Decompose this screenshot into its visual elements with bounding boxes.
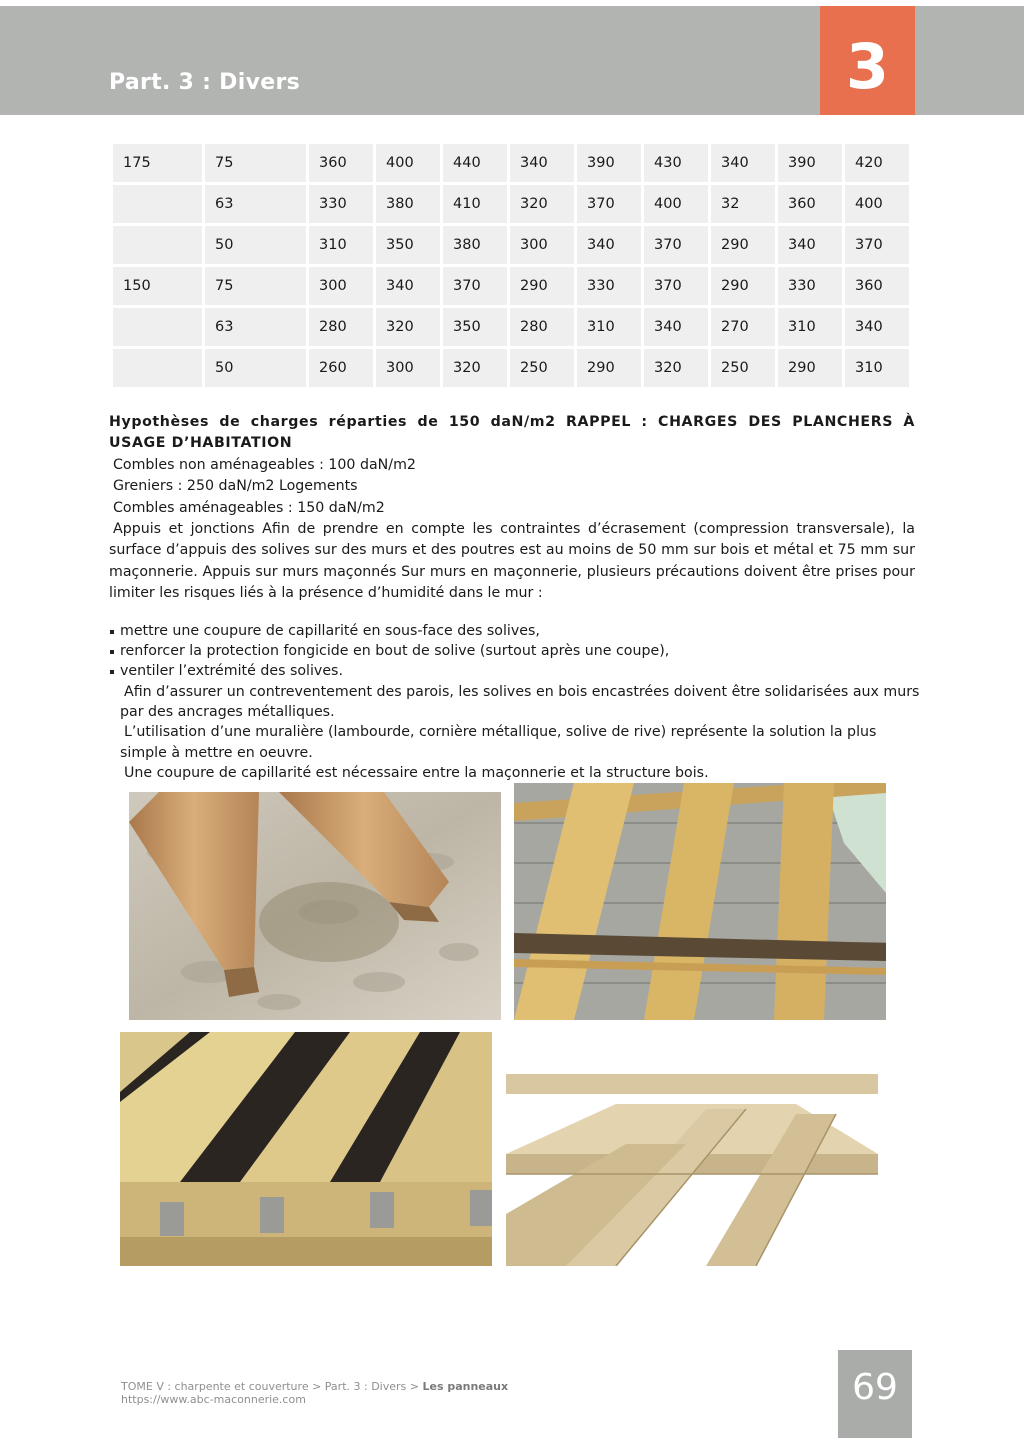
table-cell-depth: 175 [113, 144, 202, 182]
table-cell-value: 340 [510, 144, 574, 182]
table-cell-value: 350 [443, 308, 507, 346]
table-cell-value: 270 [711, 308, 775, 346]
table-cell-value: 320 [376, 308, 440, 346]
table-cell-value: 260 [309, 349, 373, 387]
table-cell-value: 310 [845, 349, 909, 387]
capillary-paragraph: Une coupure de capillarité est nécessaire entre la maçonnerie et la structure bois. [124, 764, 709, 781]
table-cell-width: 50 [205, 226, 306, 264]
table-cell-value: 410 [443, 185, 507, 223]
table-cell-value: 320 [443, 349, 507, 387]
table-cell-value: 370 [577, 185, 641, 223]
table-cell-value: 250 [510, 349, 574, 387]
table-row [113, 185, 909, 223]
table-cell-depth [113, 226, 202, 264]
table-cell-value: 370 [644, 226, 708, 264]
list-item: mettre une coupure de capillarité en sous-face des solives, [109, 621, 915, 641]
page-number: 69 [838, 1350, 912, 1438]
table-cell-value: 310 [309, 226, 373, 264]
table-cell-depth [113, 308, 202, 346]
table-row [113, 308, 909, 346]
table-cell-value: 290 [577, 349, 641, 387]
bracing-paragraph: Afin d’assurer un contreventement des parois, les solives en bois encastrées doivent être solidarisées aux murs par des ancrages métalliques. [120, 684, 920, 721]
table-cell-value: 280 [309, 308, 373, 346]
load-line-lofts: Greniers : 250 daN/m2 Logements [113, 478, 358, 495]
table-cell-depth [113, 349, 202, 387]
table-cell-value: 380 [376, 185, 440, 223]
table-cell-value: 290 [510, 267, 574, 305]
table-cell-width: 75 [205, 267, 306, 305]
table-cell-value: 400 [376, 144, 440, 182]
footer-url: https://www.abc-maconnerie.com [121, 1393, 306, 1406]
bracing-paragraphs [120, 682, 920, 783]
table-row [113, 144, 909, 182]
load-table [110, 141, 912, 390]
ledger-paragraph: L’utilisation d’une muralière (lambourde, cornière métallique, solive de rive) représente la solution la plus simple à mettre en oeuvre. [120, 724, 877, 761]
photo-joist-hangers [120, 1032, 492, 1266]
table-cell-value: 380 [443, 226, 507, 264]
table-cell-value: 340 [644, 308, 708, 346]
table-cell-value: 300 [510, 226, 574, 264]
footer-breadcrumb: TOME V : charpente et couverture > Part. 3 : Divers > [121, 1380, 423, 1393]
table-cell-value: 370 [644, 267, 708, 305]
table-cell-value: 360 [845, 267, 909, 305]
hypothesis-heading: Hypothèses de charges réparties de 150 daN/m2 RAPPEL : CHARGES DES PLANCHERS À USAGE D’HABITATION [109, 414, 915, 452]
load-line-attic: Combles non aménageables : 100 daN/m2 [113, 456, 416, 473]
table-cell-value: 320 [510, 185, 574, 223]
table-cell-value: 300 [376, 349, 440, 387]
table-cell-value: 32 [711, 185, 775, 223]
text-content [109, 412, 915, 605]
table-cell-value: 350 [376, 226, 440, 264]
photo-joists-stone-wall [129, 792, 501, 1020]
table-cell-value: 370 [443, 267, 507, 305]
table-cell-value: 330 [577, 267, 641, 305]
footer-breadcrumb-current: Les panneaux [422, 1380, 509, 1393]
table-cell-value: 400 [845, 185, 909, 223]
page-title: Part. 3 : Divers [109, 70, 300, 95]
table-row [113, 349, 909, 387]
table-cell-value: 420 [845, 144, 909, 182]
list-item: ventiler l’extrémité des solives. [109, 661, 915, 681]
table-cell-value: 440 [443, 144, 507, 182]
table-row [113, 267, 909, 305]
table-cell-value: 360 [778, 185, 842, 223]
table-cell-depth [113, 185, 202, 223]
table-row [113, 226, 909, 264]
table-cell-value: 250 [711, 349, 775, 387]
precautions-list [109, 621, 915, 682]
photo-joist-grid-render [506, 1034, 878, 1266]
supports-paragraph: Appuis et jonctions Afin de prendre en compte les contraintes d’écrasement (compression transversale), la surface d’appuis des solives sur des murs et des poutres est au moins de 50 mm sur bois et métal et 75 mm sur maçonnerie. Appuis sur murs maçonnés Sur murs en maçonnerie, plusieurs précautions doivent être prises pour limiter les risques liés à la présence d’humidité dans le mur : [109, 521, 915, 602]
table-cell-value: 330 [309, 185, 373, 223]
table-cell-value: 320 [644, 349, 708, 387]
table-cell-width: 75 [205, 144, 306, 182]
table-cell-value: 280 [510, 308, 574, 346]
chapter-number-badge: 3 [820, 6, 915, 115]
table-cell-value: 340 [778, 226, 842, 264]
table-cell-width: 50 [205, 349, 306, 387]
table-cell-value: 390 [577, 144, 641, 182]
table-cell-value: 390 [778, 144, 842, 182]
table-cell-value: 330 [778, 267, 842, 305]
photo-joists-block-wall [514, 783, 886, 1020]
table-cell-value: 370 [845, 226, 909, 264]
table-cell-value: 400 [644, 185, 708, 223]
list-item: renforcer la protection fongicide en bout de solive (surtout après une coupe), [109, 641, 915, 661]
table-cell-value: 310 [577, 308, 641, 346]
table-cell-value: 290 [778, 349, 842, 387]
table-cell-width: 63 [205, 185, 306, 223]
table-cell-value: 290 [711, 226, 775, 264]
table-cell-width: 63 [205, 308, 306, 346]
table-cell-value: 340 [711, 144, 775, 182]
table-cell-depth: 150 [113, 267, 202, 305]
footer [121, 1380, 508, 1406]
table-cell-value: 360 [309, 144, 373, 182]
table-cell-value: 340 [376, 267, 440, 305]
table-cell-value: 310 [778, 308, 842, 346]
table-cell-value: 340 [845, 308, 909, 346]
load-line-habitable-attic: Combles aménageables : 150 daN/m2 [113, 499, 385, 516]
table-cell-value: 340 [577, 226, 641, 264]
table-cell-value: 430 [644, 144, 708, 182]
table-cell-value: 300 [309, 267, 373, 305]
table-cell-value: 290 [711, 267, 775, 305]
